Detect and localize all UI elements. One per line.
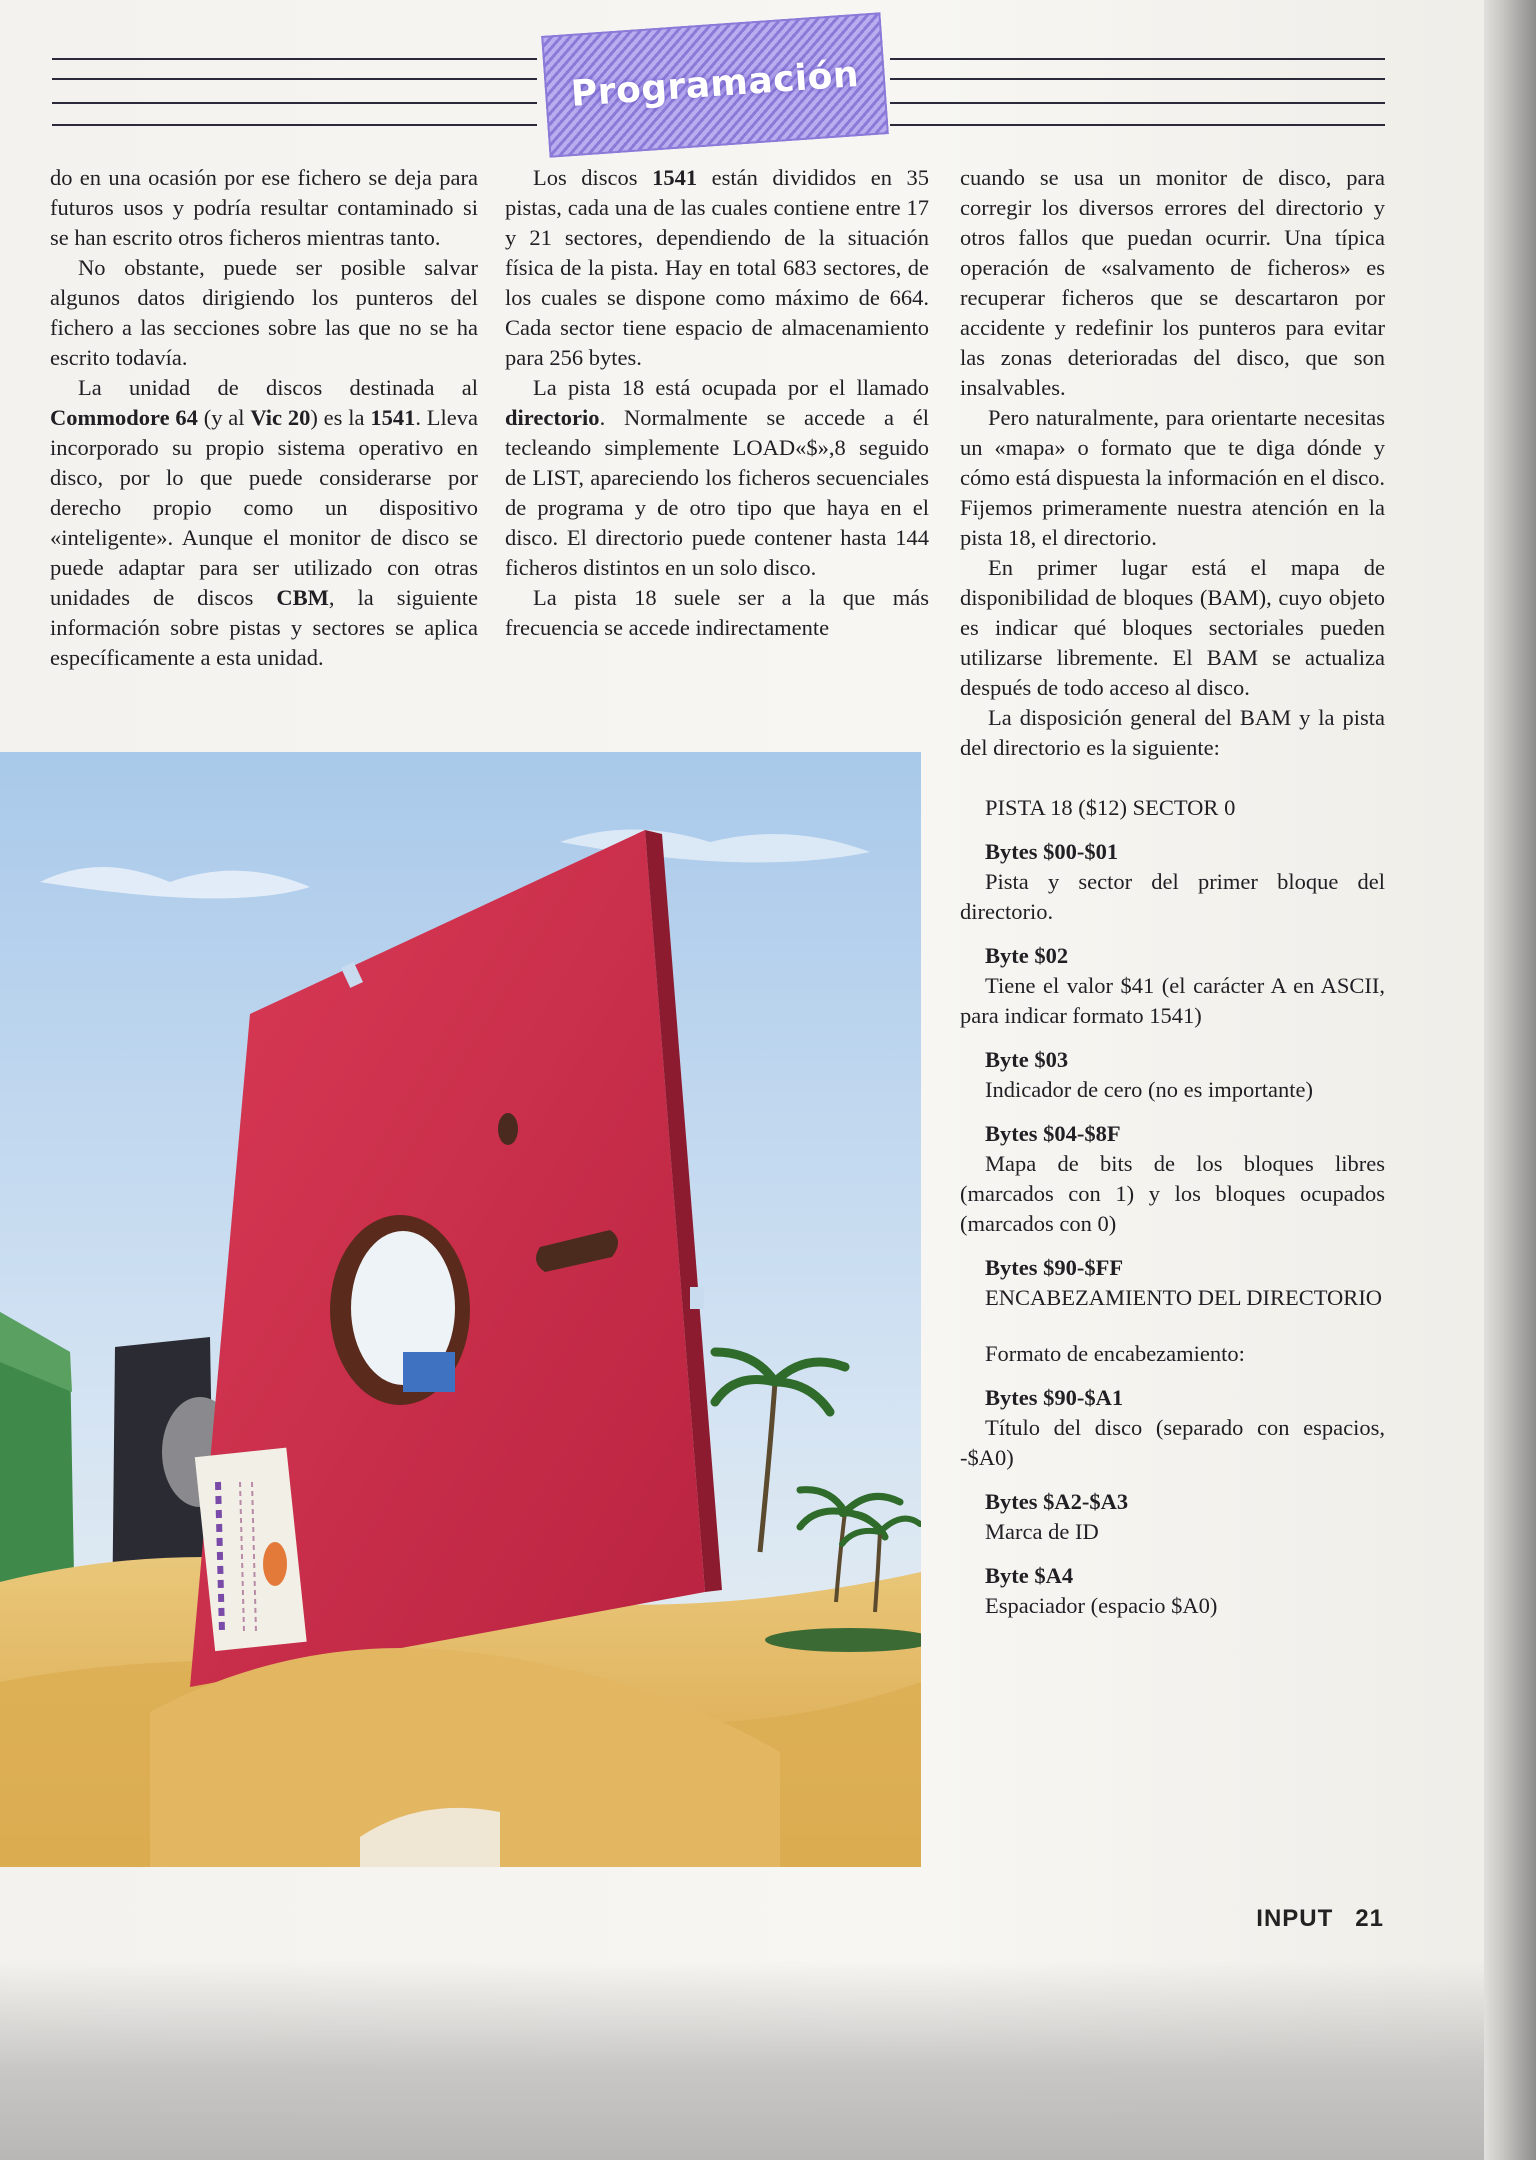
- byte-entry: [960, 941, 1385, 1031]
- format-heading: Formato de encabezamiento:: [985, 1341, 1245, 1366]
- byte-entry: [960, 1253, 1385, 1313]
- byte-description: ENCABEZAMIENTO DEL DIRECTORIO: [985, 1285, 1383, 1310]
- section-title: Programación: [569, 53, 861, 116]
- paragraph: La disposición general del BAM y la pista del directorio es la siguiente:: [960, 705, 1385, 760]
- byte-entry: [960, 1561, 1385, 1621]
- paragraph: cuando se usa un monitor de disco, para corregir los diversos errores del directorio y otros fallos que puedan ocurrir. Una típica operación de «salvamento de ficheros» es recuperar ficheros que se descartaron por accidente y redefinir los punteros para evitar las zonas deterioradas del disco, que son insalvables.: [960, 165, 1385, 400]
- byte-label: Byte $02: [985, 943, 1069, 968]
- byte-description: Indicador de cero (no es importante): [985, 1077, 1313, 1102]
- byte-description: Marca de ID: [985, 1519, 1099, 1544]
- paragraph: La unidad de discos destinada al Commodore 64 (y al Vic 20) es la 1541. Lleva incorporado su propio sistema operativo en disco, por lo que puede considerarse por derecho propio como un dispositivo «inteligente». Aunque el monitor de disco se puede adaptar para ser utilizado con otras unidades de discos CBM, la siguiente información sobre pistas y sectores se aplica específicamente a esta unidad.: [50, 375, 478, 670]
- byte-label: Bytes $00-$01: [985, 839, 1119, 864]
- byte-description: Título del disco (separado con espacios, -$A0): [960, 1415, 1385, 1470]
- byte-description: Pista y sector del primer bloque del directorio.: [960, 869, 1385, 924]
- paragraph: La pista 18 suele ser a la que más frecuencia se accede indirectamente: [505, 585, 929, 640]
- paragraph: Los discos 1541 están divididos en 35 pistas, cada una de las cuales contiene entre 17 y 21 sectores, dependiendo de la situación física de la pista. Hay en total 683 sectores, de los cuales se dispone como máximo de 664. Cada sector tiene espacio de almacenamiento para 256 bytes.: [505, 165, 929, 370]
- paragraph: Pero naturalmente, para orientarte necesitas un «mapa» o formato que te diga dónde y cómo está dispuesta la información en el disco. Fijemos primeramente nuestra atención en la pista 18, el directorio.: [960, 405, 1385, 550]
- byte-description: Mapa de bits de los bloques libres (marcados con 1) y los bloques ocupados (marcados con 0): [960, 1151, 1385, 1236]
- byte-entry: [960, 1045, 1385, 1105]
- text-column-1: [50, 163, 478, 673]
- paragraph: do en una ocasión por ese fichero se deja para futuros usos y podría resultar contaminado si se han escrito otros ficheros mientras tanto.: [50, 165, 478, 250]
- byte-label: Bytes $90-$FF: [985, 1255, 1124, 1280]
- page-footer: [1256, 1905, 1384, 1933]
- paragraph: La pista 18 está ocupada por el llamado directorio. Normalmente se accede a él tecleando simplemente LOAD«$»,8 seguido de LIST, apareciendo los ficheros secuenciales de programa y de otro tipo que haya en el disco. El directorio puede contener hasta 144 ficheros distintos en un solo disco.: [505, 375, 929, 580]
- byte-entry: [960, 1487, 1385, 1547]
- section-banner: [541, 12, 889, 157]
- text-column-3: [960, 163, 1385, 1621]
- byte-description: Tiene el valor $41 (el carácter A en ASCII, para indicar formato 1541): [960, 973, 1385, 1028]
- byte-label: Byte $03: [985, 1047, 1069, 1072]
- byte-entry: [960, 1119, 1385, 1239]
- byte-entry: [960, 837, 1385, 927]
- text-column-2: [505, 163, 929, 643]
- floppy-disk-desert-illustration: [0, 752, 921, 1867]
- magazine-name: INPUT: [1256, 1905, 1334, 1932]
- byte-entry: [960, 1383, 1385, 1473]
- byte-description: Espaciador (espacio $A0): [985, 1593, 1218, 1618]
- paragraph: En primer lugar está el mapa de disponibilidad de bloques (BAM), cuyo objeto es indicar qué bloques sectoriales pueden utilizarse libremente. El BAM se actualiza después de todo acceso al disco.: [960, 555, 1385, 700]
- header-rules-left: [52, 58, 537, 128]
- byte-label: Byte $A4: [985, 1563, 1074, 1588]
- scan-shadow: [0, 1960, 1536, 2160]
- byte-label: Bytes $04-$8F: [985, 1121, 1121, 1146]
- byte-label: Bytes $90-$A1: [985, 1385, 1124, 1410]
- paragraph: No obstante, puede ser posible salvar algunos datos dirigiendo los punteros del fichero a las secciones sobre las que no se ha escrito todavía.: [50, 255, 478, 370]
- header-rules-right: [890, 58, 1385, 128]
- track-heading: PISTA 18 ($12) SECTOR 0: [985, 795, 1236, 820]
- byte-label: Bytes $A2-$A3: [985, 1489, 1129, 1514]
- page-spine: [1484, 0, 1536, 2160]
- page-number: 21: [1355, 1905, 1384, 1932]
